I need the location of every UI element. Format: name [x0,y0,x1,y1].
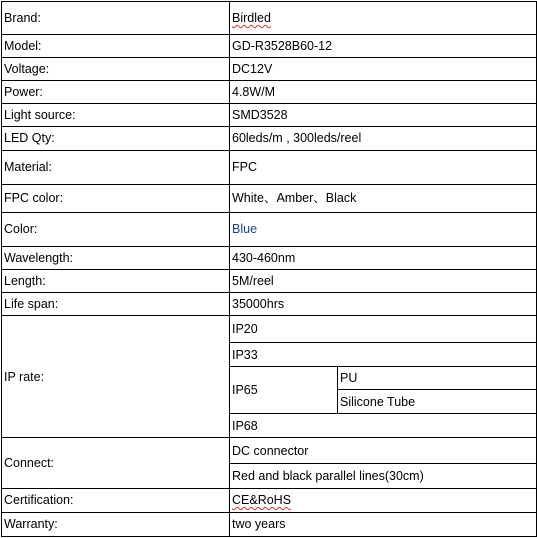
spec-row-led-qty [2,127,537,150]
brand-value: Birdled [230,2,537,35]
material-value: FPC [230,150,537,184]
spec-row-wavelength [2,246,537,269]
model-value: GD-R3528B60-12 [230,35,537,58]
spec-row-warranty [2,512,537,536]
length-value: 5M/reel [230,269,537,292]
warranty-value: two years [230,512,537,536]
connect-label: Connect: [2,438,230,488]
spec-row-certification [2,488,537,512]
material-label: Material: [2,150,230,184]
voltage-value: DC12V [230,58,537,81]
spec-row-color [2,212,537,246]
fpc-color-label: FPC color: [2,184,230,212]
connect-option-parallel: Red and black parallel lines(30cm) [230,463,537,488]
spec-row-ip-rate [2,316,537,343]
spec-row-life-span [2,293,537,316]
certification-value: CE&RoHS [230,488,537,512]
ip33-value: IP33 [230,343,537,367]
light-source-label: Light source: [2,104,230,127]
fpc-color-value: White、Amber、Black [230,184,537,212]
brand-label: Brand: [2,2,230,35]
life-span-label: Life span: [2,293,230,316]
spec-row-length [2,269,537,292]
spec-row-brand [2,2,537,35]
ip65-pu-value: PU [338,367,537,390]
ip20-value: IP20 [230,316,537,343]
length-label: Length: [2,269,230,292]
power-value: 4.8W/M [230,81,537,104]
spec-table [1,1,537,537]
spec-row-material [2,150,537,184]
led-qty-value: 60leds/m , 300leds/reel [230,127,537,150]
spec-row-connect [2,438,537,463]
ip68-value: IP68 [230,414,537,438]
wavelength-value: 430-460nm [230,246,537,269]
voltage-label: Voltage: [2,58,230,81]
connect-option-dc: DC connector [230,438,537,463]
led-qty-label: LED Qty: [2,127,230,150]
wavelength-label: Wavelength: [2,246,230,269]
color-value: Blue [230,212,537,246]
certification-label: Certification: [2,488,230,512]
ip65-silicone-value: Silicone Tube [338,390,537,414]
spec-row-light-source [2,104,537,127]
life-span-value: 35000hrs [230,293,537,316]
ip65-value: IP65 [230,367,338,414]
spec-row-voltage [2,58,537,81]
power-label: Power: [2,81,230,104]
color-label: Color: [2,212,230,246]
light-source-value: SMD3528 [230,104,537,127]
spec-row-model [2,35,537,58]
spec-row-power [2,81,537,104]
ip-rate-label: IP rate: [2,316,230,438]
warranty-label: Warranty: [2,512,230,536]
model-label: Model: [2,35,230,58]
spec-row-fpc-color [2,184,537,212]
